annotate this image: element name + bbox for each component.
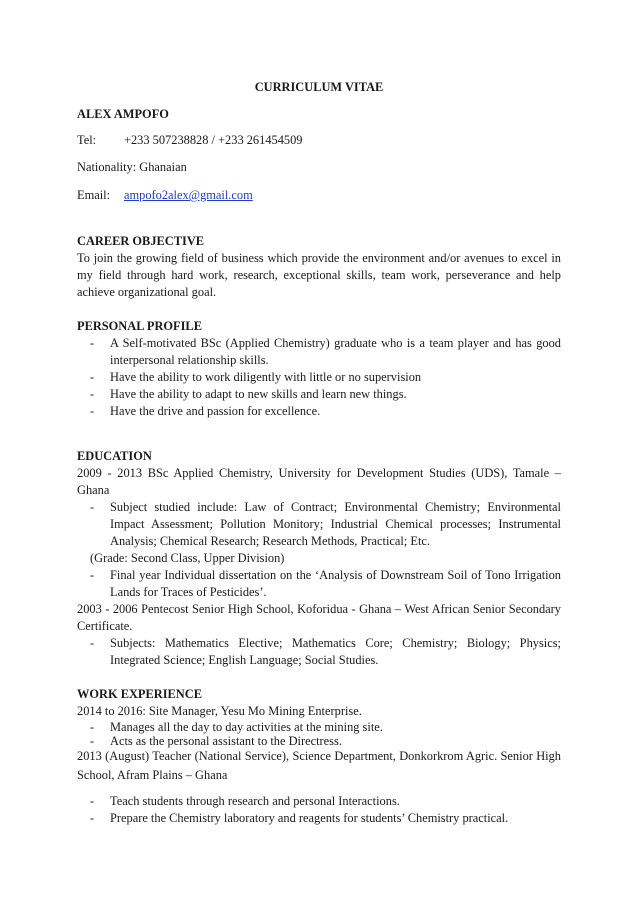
work-bullet (77, 793, 561, 810)
bullet-dash: - (90, 734, 95, 748)
candidate-name: ALEX AMPOFO (77, 107, 169, 121)
bullet-dash: - (90, 720, 95, 734)
tel-label: Tel: (77, 133, 97, 147)
education-grade: (Grade: Second Class, Upper Division) (90, 551, 285, 565)
bullet-dash: - (90, 370, 95, 384)
work-experience-heading: WORK EXPERIENCE (77, 687, 202, 701)
tel-value: +233 507238828 / +233 261454509 (124, 133, 303, 147)
work-bullet-text: Teach students through research and personal Interactions. (110, 794, 400, 808)
education-bullet (77, 635, 561, 669)
profile-item-text: Have the ability to work diligently with little or no supervision (110, 370, 422, 384)
profile-item-text: Have the drive and passion for excellence. (110, 404, 321, 418)
profile-item (77, 386, 561, 403)
work-bullet-text: Prepare the Chemistry laboratory and reagents for students’ Chemistry practical. (110, 811, 509, 825)
education-entry: 2003 - 2006 Pentecost Senior High School, Koforidua - Ghana – West African Senior Secondary Certificate. (77, 602, 561, 633)
bullet-dash: - (90, 404, 95, 418)
work-entry: 2014 to 2016: Site Manager, Yesu Mo Mining Enterprise. (77, 704, 362, 718)
profile-item (77, 335, 561, 369)
profile-item (77, 403, 561, 420)
bullet-dash: - (90, 500, 95, 514)
career-objective-heading: CAREER OBJECTIVE (77, 234, 205, 248)
education-heading: EDUCATION (77, 449, 152, 463)
document-title: CURRICULUM VITAE (254, 80, 384, 94)
education-bullet (77, 567, 561, 601)
profile-item-text: Have the ability to adapt to new skills and learn new things. (110, 387, 407, 401)
bullet-dash: - (90, 636, 95, 650)
education-bullet-text: Final year Individual dissertation on the ‘Analysis of Downstream Soil of Tono Irrigation Lands for Traces of Pesticides’. (110, 568, 561, 599)
email-link[interactable]: ampofo2alex@gmail.com (124, 188, 253, 202)
bullet-dash: - (90, 336, 95, 350)
education-bullet (77, 499, 561, 550)
nationality: Nationality: Ghanaian (77, 160, 187, 174)
work-bullet (77, 810, 561, 827)
bullet-dash: - (90, 568, 95, 582)
education-bullet-text: Subjects: Mathematics Elective; Mathematics Core; Chemistry; Biology; Physics; Integrated Science; English Language; Social Studies. (110, 636, 561, 667)
profile-item-text: A Self-motivated BSc (Applied Chemistry) graduate who is a team player and has good interpersonal relationship skills. (110, 336, 561, 367)
work-bullet-text: Manages all the day to day activities at the mining site. (110, 720, 383, 734)
personal-profile-heading: PERSONAL PROFILE (77, 319, 202, 333)
career-objective-text: To join the growing field of business which provide the environment and/or avenues to excel in my field through hard work, research, exceptional skills, team work, perseverance and help achieve organizational goal. (77, 251, 561, 299)
bullet-dash: - (90, 811, 95, 825)
work-entry: 2013 (August) Teacher (National Service), Science Department, Donkorkrom Agric. Senior High School, Afram Plains – Ghana (77, 749, 561, 782)
education-bullet-text: Subject studied include: Law of Contract; Environmental Chemistry; Environmental Impact Assessment; Pollution Monitory; Industrial Chemical processes; Instrumental Analysis; Chemical Research; Research Methods, Practical; Etc. (110, 500, 561, 548)
profile-item (77, 369, 561, 386)
education-entry: 2009 - 2013 BSc Applied Chemistry, University for Development Studies (UDS), Tamale – Ghana (77, 466, 561, 497)
bullet-dash: - (90, 387, 95, 401)
work-bullet-text: Acts as the personal assistant to the Directress. (110, 734, 342, 748)
bullet-dash: - (90, 794, 95, 808)
email-label: Email: (77, 188, 111, 202)
